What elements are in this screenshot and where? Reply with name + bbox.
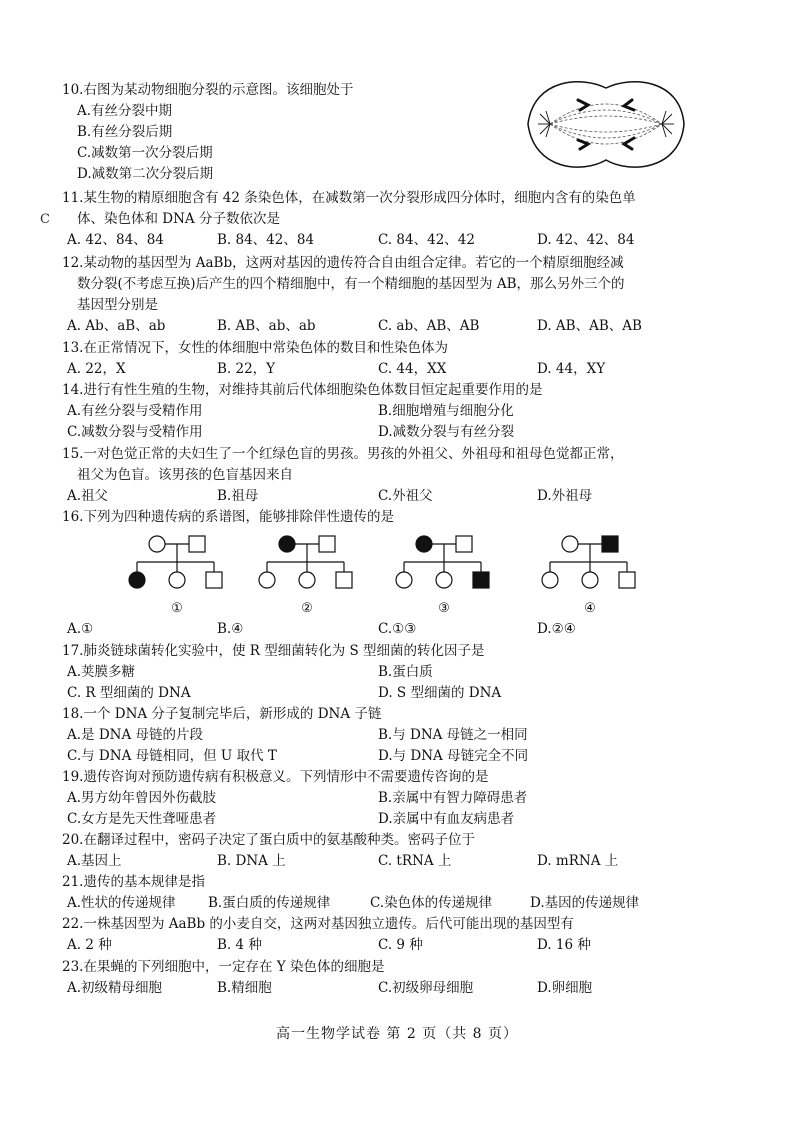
question-stem: 19.遗传咨询对预防遗传病有积极意义。下列情形中不需要遗传咨询的是: [62, 769, 489, 785]
pedigree-3: [396, 536, 489, 588]
option-a: A.有丝分裂中期: [77, 103, 173, 119]
option-b: B. 22，Y: [217, 361, 276, 377]
question-stem-cont: 基因型分别是: [77, 297, 158, 313]
question-stem: 15.一对色觉正常的夫妇生了一个红绿色盲的男孩。男孩的外祖父、外祖母和祖母色觉都正常，: [62, 446, 624, 462]
option-c: C.女方是先天性聋哑患者: [67, 811, 217, 827]
option-d: D. mRNA 上: [537, 853, 619, 869]
question-21: [62, 872, 714, 914]
question-stem: 12.某动物的基因型为 AaBb，这两对基因的遗传符合自由组合定律。若它的一个精原细胞经减: [62, 255, 624, 271]
pedigree-label-1: ①: [171, 601, 183, 616]
page-footer: 高一生物学试卷 第 2 页（共 8 页）: [275, 1026, 519, 1042]
option-a: A. 22，X: [67, 361, 126, 377]
question-20: [62, 830, 714, 872]
option-a: A. 42、84、84: [67, 232, 164, 248]
option-b: B. 84、42、84: [217, 232, 315, 248]
pedigree-label-2: ②: [301, 601, 313, 616]
option-b: B. DNA 上: [217, 853, 286, 869]
question-stem: 13.在正常情况下，女性的体细胞中常染色体的数目和性染色体为: [62, 340, 448, 356]
question-stem: 14.进行有性生殖的生物，对维持其前后代体细胞染色体数目恒定起重要作用的是: [62, 382, 543, 398]
option-c: C. tRNA 上: [378, 853, 452, 869]
margin-mark: C: [40, 212, 50, 227]
option-a: A.是 DNA 母链的片段: [67, 727, 204, 743]
option-d: D.减数分裂与有丝分裂: [378, 424, 515, 440]
option-b: B.细胞增殖与细胞分化: [378, 403, 514, 419]
pedigree-1: [129, 536, 222, 588]
option-a: A.①: [67, 621, 94, 637]
question-12: [62, 253, 714, 337]
option-d: D. AB、AB、AB: [537, 318, 642, 334]
option-b: B.与 DNA 母链之一相同: [378, 727, 528, 743]
option-d: D. 44，XY: [537, 361, 606, 377]
pedigree-label-3: ③: [438, 601, 450, 616]
option-a: A.基因上: [67, 853, 122, 869]
pedigree-label-4: ④: [584, 601, 596, 616]
option-a: A. Ab、aB、ab: [67, 318, 166, 334]
option-b: B.蛋白质的传递规律: [208, 895, 331, 911]
question-15: [62, 444, 714, 507]
option-a: A.男方幼年曾因外伤截肢: [67, 790, 217, 806]
option-d: D. S 型细菌的 DNA: [378, 685, 502, 701]
option-c: C.减数第一次分裂后期: [77, 145, 213, 161]
option-b: B.④: [217, 621, 244, 637]
option-a: A.祖父: [67, 488, 109, 504]
option-d: D.减数第二次分裂后期: [77, 166, 214, 182]
option-d: D. 42、42、84: [537, 232, 635, 248]
question-19: [62, 767, 714, 830]
question-18: [62, 704, 714, 767]
question-stem: 20.在翻译过程中，密码子决定了蛋白质中的氨基酸种类。密码子位于: [62, 832, 475, 848]
question-stem: 17.肺炎链球菌转化实验中，使 R 型细菌转化为 S 型细菌的转化因子是: [62, 643, 485, 659]
option-d: D.与 DNA 母链完全不同: [378, 748, 529, 764]
option-c: C. ab、AB、AB: [378, 318, 480, 334]
pedigree-charts: [110, 530, 670, 620]
option-c: C.与 DNA 母链相同，但 U 取代 T: [67, 748, 277, 764]
question-stem-cont: 祖父为色盲。该男孩的色盲基因来自: [77, 467, 293, 483]
question-stem: 21.遗传的基本规律是指: [62, 874, 205, 890]
question-stem-cont: 体、染色体和 DNA 分子数依次是: [77, 211, 280, 227]
option-c: C. 84、42、42: [378, 232, 475, 248]
question-14: [62, 380, 714, 443]
option-c: C.①③: [378, 621, 417, 637]
question-16: [62, 507, 714, 528]
question-10: [62, 80, 714, 185]
question-stem: 18.一个 DNA 分子复制完毕后，新形成的 DNA 子链: [62, 706, 382, 722]
option-d: D.②④: [537, 621, 576, 637]
question-stem-cont: 数分裂(不考虑互换)后产生的四个精细胞中，有一个精细胞的基因型为 AB，那么另外三个的: [77, 276, 625, 292]
option-b: B. 4 种: [217, 937, 262, 953]
option-a: A.有丝分裂与受精作用: [67, 403, 203, 419]
option-c: C. 9 种: [378, 937, 423, 953]
option-b: B.精细胞: [217, 980, 272, 996]
question-13: [62, 338, 714, 380]
option-c: C. R 型细菌的 DNA: [67, 685, 191, 701]
option-b: B.有丝分裂后期: [77, 124, 173, 140]
option-a: A.荚膜多糖: [67, 664, 136, 680]
option-b: B.蛋白质: [378, 664, 433, 680]
question-stem: 16.下列为四种遗传病的系谱图，能够排除伴性遗传的是: [62, 509, 394, 525]
option-c: C.初级卵母细胞: [378, 980, 474, 996]
option-a: A.初级精母细胞: [67, 980, 163, 996]
option-b: B.亲属中有智力障碍患者: [378, 790, 528, 806]
question-23: [62, 957, 714, 999]
option-c: C.染色体的传递规律: [370, 895, 493, 911]
question-stem: 23.在果蝇的下列细胞中，一定存在 Y 染色体的细胞是: [62, 959, 385, 975]
option-b: B. AB、ab、ab: [217, 318, 316, 334]
pedigree-4: [542, 536, 635, 588]
option-b: B.祖母: [217, 488, 259, 504]
option-d: D.基因的传递规律: [530, 895, 640, 911]
option-a: A.性状的传递规律: [67, 895, 176, 911]
option-d: D.外祖母: [537, 488, 593, 504]
option-c: C.减数分裂与受精作用: [67, 424, 203, 440]
question-stem: 11.某生物的精原细胞含有 42 条染色体，在减数第一次分裂形成四分体时，细胞内含有的染色单: [62, 190, 636, 206]
pedigree-2: [259, 536, 352, 588]
option-c: C. 44，XX: [378, 361, 447, 377]
question-17: [62, 641, 714, 704]
question-stem: 22.一株基因型为 AaBb 的小麦自交，这两对基因独立遗传。后代可能出现的基因型有: [62, 916, 574, 932]
question-11: [62, 188, 714, 251]
option-d: D.亲属中有血友病患者: [378, 811, 515, 827]
option-c: C.外祖父: [378, 488, 433, 504]
option-a: A. 2 种: [67, 937, 112, 953]
question-16-options: [62, 619, 714, 640]
question-stem: 10.右图为某动物细胞分裂的示意图。该细胞处于: [62, 82, 354, 98]
question-22: [62, 914, 714, 956]
option-d: D. 16 种: [537, 937, 591, 953]
option-d: D.卵细胞: [537, 980, 593, 996]
